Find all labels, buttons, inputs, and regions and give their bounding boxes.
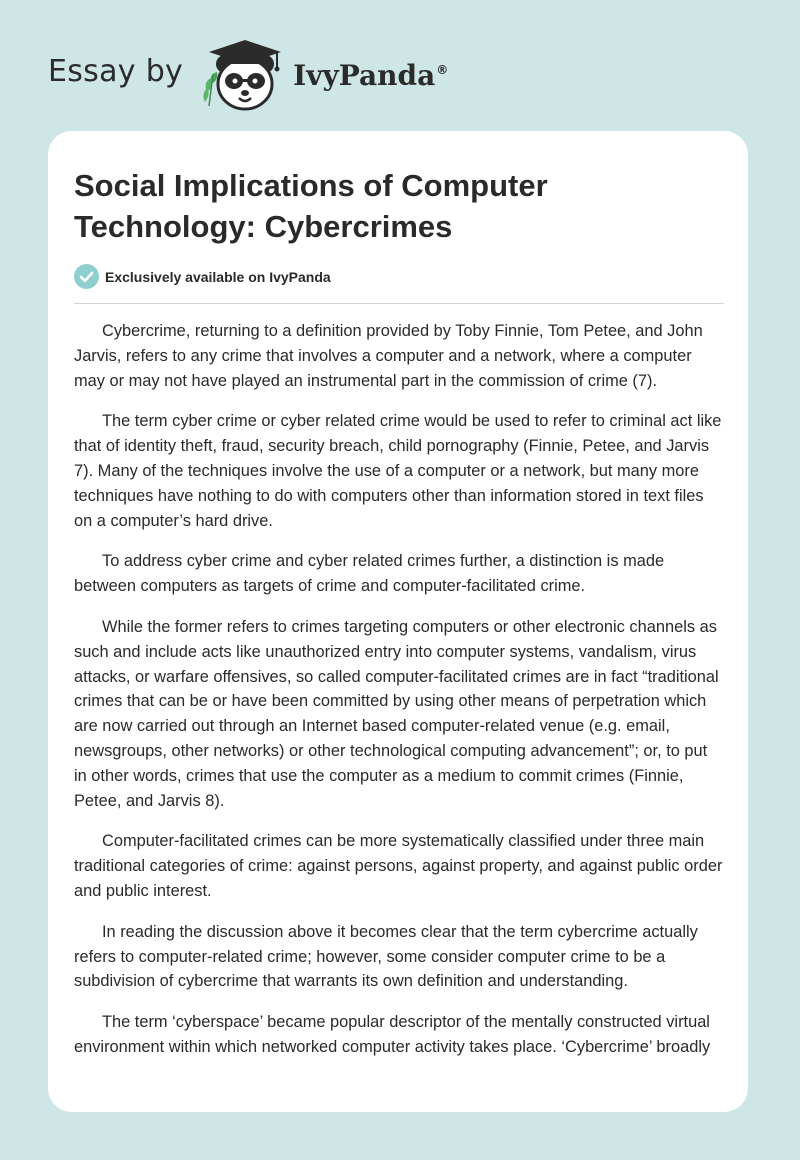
paragraph: Cybercrime, returning to a definition provided by Toby Finnie, Tom Petee, and John Jarvis, refers to any crime that involves a computer and a network, where a computer may or may not have played an instrumental part in the commission of crime (7). [74, 322, 703, 390]
divider [74, 303, 724, 304]
essay-body [74, 319, 724, 1076]
brand-prefix: Essay by [48, 53, 184, 89]
paragraph: In reading the discussion above it becomes clear that the term cybercrime actually refers to computer-related crime; however, some consider computer crime to be a subdivision of cybercrime that warrants its own definition and understanding. [74, 922, 698, 991]
paragraph: The term ‘cyberspace’ became popular descriptor of the mentally constructed virtual environment within which networked computer activity takes place. ‘Cybercrime’ broadly [74, 1013, 711, 1056]
exclusive-badge [74, 264, 331, 289]
brand-name: IvyPanda® [293, 58, 449, 92]
essay-card [48, 131, 748, 1112]
paragraph: Computer-facilitated crimes can be more systematically classified under three main traditional categories of crime: against persons, against property, and against public order and public interest. [74, 832, 723, 900]
paragraph: To address cyber crime and cyber related crimes further, a distinction is made between computers as targets of crime and computer-facilitated crime. [74, 552, 665, 596]
registered-mark: ® [436, 63, 449, 78]
paragraph: While the former refers to crimes targeting computers or other electronic channels as such and include acts like unauthorized entry into computer systems, vandalism, virus attacks, or warfare offensives, so called computer-facilitated crimes are in fact “traditional crimes that can be or have been committed by using other means of perpetration which are now carried out through an Internet based computer-related venue (e.g. email, newsgroups, other networks) or other technological computing advancement”; or, to put in other words, crimes that use the computer as a medium to commit crimes (Finnie, Petee, and Jarvis 8). [74, 617, 719, 810]
paragraph: The term cyber crime or cyber related crime would be used to refer to criminal act like that of identity theft, fraud, security breach, child pornography (Finnie, Petee, and Jarvis 7). Many of the techniques involve the use of a computer or a network, but many more techniques have nothing to do with computers other than information stored in text files on a computer’s hard drive. [74, 412, 722, 530]
badge-label: Exclusively available on IvyPanda [105, 268, 331, 285]
check-circle-icon [74, 264, 99, 289]
page-title: Social Implications of Computer Technology: Cybercrimes [74, 168, 548, 244]
brand-header [48, 34, 448, 114]
panda-logo-icon [197, 34, 289, 114]
